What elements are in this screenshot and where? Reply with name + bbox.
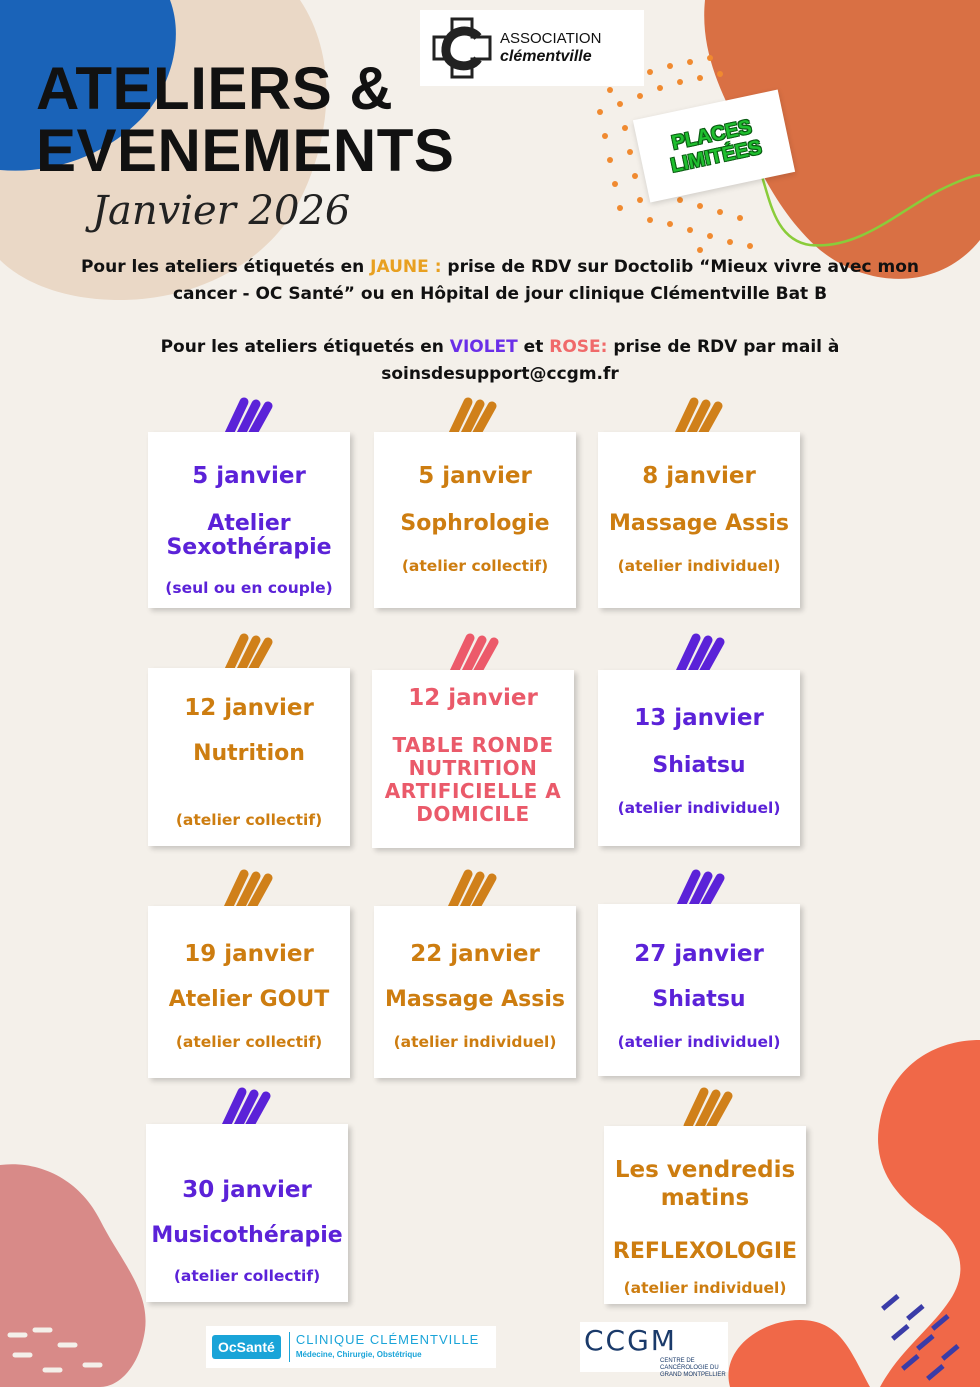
- info-text: Pour les ateliers étiquetés en: [80, 257, 371, 277]
- event-name: Shiatsu: [652, 753, 746, 778]
- info-text: Pour les ateliers étiquetés en: [160, 337, 450, 357]
- event-card: [598, 904, 800, 1076]
- event-note: (seul ou en couple): [165, 579, 333, 597]
- event-name: Musicothérapie: [151, 1223, 343, 1248]
- event-name: Sophrologie: [400, 511, 550, 536]
- event-date: 30 janvier: [182, 1177, 312, 1203]
- event-card: [598, 670, 800, 846]
- event-note: (atelier individuel): [617, 1033, 781, 1051]
- event-date: 22 janvier: [410, 941, 540, 967]
- event-card: [598, 432, 800, 608]
- ccgm-logo: [580, 1322, 728, 1378]
- info-text: et: [517, 337, 550, 357]
- event-date: 12 janvier: [408, 685, 538, 711]
- event-date: Les vendredis matins: [614, 1157, 796, 1211]
- event-name: Atelier GOUT: [168, 987, 330, 1012]
- association-label: ASSOCIATION: [500, 30, 602, 47]
- oc-sante-clementville-logo: [206, 1326, 496, 1368]
- event-name: TABLE RONDE NUTRITION ARTIFICIELLE A DOMICILE: [384, 733, 562, 826]
- info-paragraph-email: [140, 334, 860, 388]
- event-name: REFLEXOLOGIE: [612, 1239, 798, 1264]
- event-note: (atelier individuel): [393, 1033, 557, 1051]
- info-paragraph-doctolib: [60, 254, 940, 308]
- event-date: 27 janvier: [634, 941, 764, 967]
- page-subtitle: Janvier 2026: [92, 188, 351, 234]
- page-title: [36, 55, 455, 184]
- title-line-2: EVENEMENTS: [36, 117, 455, 184]
- event-name: Shiatsu: [652, 987, 746, 1012]
- event-card: [374, 906, 576, 1078]
- info-text: prise de RDV sur Doctolib “Mieux vivre avec mon cancer - OC Santé” ou en Hôpital de jour clinique Clémentville Bat B: [172, 257, 920, 304]
- event-name: Atelier Sexothérapie: [166, 511, 332, 560]
- event-date: 8 janvier: [642, 463, 756, 489]
- event-date: 13 janvier: [634, 705, 764, 731]
- event-note: (atelier individuel): [617, 557, 781, 575]
- event-date: 19 janvier: [184, 941, 314, 967]
- association-name: clémentville: [500, 48, 592, 65]
- clinique-subtitle: Médecine, Chirurgie, Obstétrique: [295, 1350, 422, 1359]
- info-text: prise de RDV par mail à soinsdesupport@ccgm.fr: [381, 337, 840, 384]
- info-keyword-rose: ROSE:: [549, 337, 608, 357]
- title-line-1: ATELIERS &: [36, 55, 394, 122]
- event-date: 12 janvier: [184, 695, 314, 721]
- event-card: [372, 670, 574, 848]
- event-date: 5 janvier: [192, 463, 306, 489]
- event-card: [604, 1126, 806, 1304]
- event-note: (atelier individuel): [617, 799, 781, 817]
- event-name: Massage Assis: [609, 511, 789, 536]
- clinique-name: CLINIQUE CLÉMENTVILLE: [295, 1332, 480, 1347]
- event-card: [148, 668, 350, 846]
- ccgm-subtitle: CENTRE DE CANCÉROLOGIE DU GRAND MONTPELLIER: [660, 1358, 726, 1378]
- event-note: (atelier collectif): [401, 557, 549, 575]
- info-keyword-jaune: JAUNE :: [370, 257, 442, 277]
- event-card: [148, 906, 350, 1078]
- oc-sante-badge: OcSanté: [212, 1335, 281, 1359]
- event-card: [374, 432, 576, 608]
- places-badge-text: PLACES LIMITÉES: [668, 116, 764, 178]
- event-date: 5 janvier: [418, 463, 532, 489]
- event-note: (atelier collectif): [175, 1033, 323, 1051]
- event-note: (atelier collectif): [173, 1267, 321, 1285]
- event-note: (atelier collectif): [175, 811, 323, 829]
- info-keyword-violet: VIOLET: [449, 337, 518, 357]
- ccgm-wordmark: CCGM: [584, 1324, 677, 1357]
- event-card: [148, 432, 350, 608]
- event-card: [146, 1124, 348, 1302]
- event-name: Massage Assis: [385, 987, 565, 1012]
- event-name: Nutrition: [193, 741, 305, 766]
- event-note: (atelier individuel): [623, 1279, 787, 1297]
